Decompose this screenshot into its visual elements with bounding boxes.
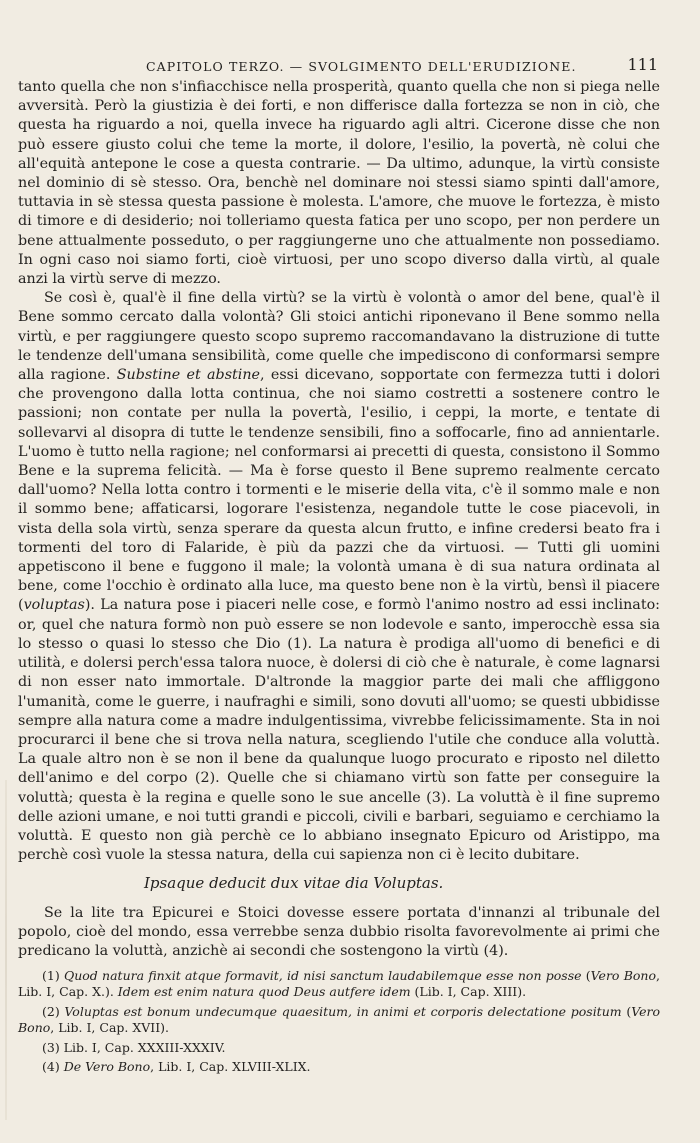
paragraph-2-text-a: Se così è, qual'è il fine della virtù? se la virtù è volontà o amor del bene, qual'è il Bene sommo cercato dalla volontà? Gli stoici antichi riponevano il Bene sommo nella virtù, e per raggiungere questo scopo supremo raccomandavano la distruzione di tutte le tendenze dell'umana sensibilità, come quelle che impediscono di conformarsi sempre alla ragione.	[18, 290, 660, 384]
footnote-2-sep: (	[621, 1003, 632, 1019]
paragraph-1: tanto quella che non s'infiacchisce nella prosperità, quanto quella che non si piega nelle avversità. Però la giustizia è dei forti, e non differisce dalla fortezza se non in ciò, che questa ha riguardo a noi, quella invece ha riguardo agli altri. Cicerone disse che non può essere giusto colui che teme la morte, il dolore, l'esilio, la povertà, nè colui che all'equità antepone le cose a questa contrarie. — Da ultimo, adunque, la virtù consiste nel dominio di sè stesso. Ora, benchè nel dominare noi stessi siamo spinti dall'amore, tuttavia in sè stessa questa passione è molesta. L'amore, che muove le fortezza, è misto di timore e di desiderio; noi tolleriamo questa fatica per uno scopo, per non perdere un bene attualmente posseduto, o per raggiungerne uno che attualmente non possediamo. In ogni caso noi siamo forti, cioè virtuosi, per uno scopo diverso dalla virtù, al quale anzi la virtù serve di mezzo.	[18, 79, 660, 288]
page-edge-shadow	[5, 780, 7, 1120]
footnote-1	[18, 968, 660, 1001]
footnote-2-ref: , Lib. I, Cap. XVII).	[50, 1020, 169, 1036]
footnote-1-number: (1)	[42, 968, 64, 983]
footnote-1-ref-2: (Lib. I, Cap. XIII).	[410, 984, 527, 1000]
paragraph-2	[18, 289, 660, 865]
footnote-2	[18, 1004, 660, 1037]
footnote-4	[18, 1059, 660, 1075]
page-number: 111	[627, 55, 658, 74]
paragraph-2-text-b: , essi dicevano, sopportate con fermezza tutti i dolori che provengono dalla lotta continua, che noi siamo costretti a sostenere contro le passioni; non contate per nulla la povertà, l'esilio, i ceppi, la morte, e tentate di sollevarvi al disopra di tutte le tendenze sensibili, fino a soffocarle, fino ad annientarle. L'uomo è tutto nella ragione; nel conformarsi ai precetti di questa, consistono il Sommo Bene e la suprema felicità. — Ma è forse questo il Bene supremo realmente cercato dall'uomo? Nella lotta contro i tormenti e le miserie della vita, c'è il sommo male e non il sommo bene; affaticarsi, logorare l'esistenza, negandole tutte le cose piacevoli, in vista della sola virtù, senza sperare da questa alcun frutto, e infine credersi beato fra i tormenti del toro di Falaride, è più da pazzi che da virtuosi. — Tutti gli uomini appetiscono il bene e fuggono il male; la volontà umana è di sua natura ordinata al bene, come l'occhio è ordinato alla luce, ma questo bene non è la virtù, bensì il piacere (	[18, 367, 660, 614]
footnote-4-number: (4)	[42, 1059, 64, 1075]
running-title: CAPITOLO TERZO. — SVOLGIMENTO DELL'ERUDIZIONE.	[146, 59, 577, 74]
footnote-3: (3) Lib. I, Cap. XXXIII-XXXIV.	[42, 1039, 226, 1055]
latin-phrase: Substine et abstine	[116, 367, 261, 384]
latin-term: voluptas	[23, 597, 85, 614]
footnote-4-ref: , Lib. I, Cap. XLVIII-XLIX.	[150, 1059, 311, 1075]
footnote-1-ref: , Lib. I, Cap. X.).	[18, 968, 660, 1000]
footnote-2-number: (2)	[42, 1003, 65, 1019]
latin-motto: Ipsaque deducit dux vitae dia Voluptas.	[144, 874, 444, 893]
main-text	[18, 78, 660, 961]
footnote-1-source: Vero Bono	[590, 968, 656, 983]
footnote-2-quote: Voluptas est bonum undecumque quaesitum, in animi et corporis delectatione positum	[64, 1003, 622, 1019]
paragraph-3: Se la lite tra Epicurei e Stoici dovesse essere portata d'innanzi al tribunale del popolo, cioè del mondo, essa verrebbe senza dubbio risolta favorevolmente ai primi che predicano la voluttà, anzichè ai secondi che sostengono la virtù (4).	[18, 904, 660, 959]
footnote-1-quote-2: Idem est enim natura quod Deus autfere idem	[117, 984, 411, 1000]
footnotes	[18, 968, 660, 1078]
running-header	[18, 55, 658, 77]
footnote-1-quote: Quod natura finxit atque formavit, id nisi sanctum laudabilemque esse non posse	[63, 968, 582, 983]
footnote-4-source: De Vero Bono	[63, 1059, 151, 1075]
footnote-1-sep: (	[581, 968, 591, 983]
footnote-2-source: Vero Bono	[18, 1003, 660, 1036]
paragraph-2-text-c: ). La natura pose i piaceri nelle cose, e formò l'animo nostro ad essi inclinato: or, quel che natura formò non può essere se non lodevole e santo, imperocchè essa sia lo stesso o quasi lo stesso che Dio (1). La natura è prodiga all'uomo di benefici e di utilità, e dolersi perch'essa talora nuoce, è dolersi di ciò che è naturale, è come lagnarsi di non esser nato immortale. D'altronde la maggior parte dei mali che affliggono l'umanità, come le guerre, i naufraghi e simili, sono dovuti all'uomo; se questi ubbidisse sempre alla natura come a madre indulgentissima, vivrebbe felicissimamente. Sta in noi procurarci il bene che si trova nella natura, scegliendo l'utile che conduce alla voluttà. La quale altro non è se non il bene da qualunque luogo procurato e riposto nel diletto dell'animo e del corpo (2). Quelle che si chiamano virtù son fatte per conseguire la voluttà; questa è la regina e quelle sono le sue ancelle (3). La voluttà è il fine supremo delle azioni umane, e noi tutti grandi e piccoli, civili e barbari, seguiamo e cerchiamo la voluttà. E questo non già perchè ce lo abbiano insegnato Epicuro od Aristippo, ma perchè così vuole la stessa natura, della cui sapienza non ci è lecito dubitare.	[18, 597, 660, 864]
